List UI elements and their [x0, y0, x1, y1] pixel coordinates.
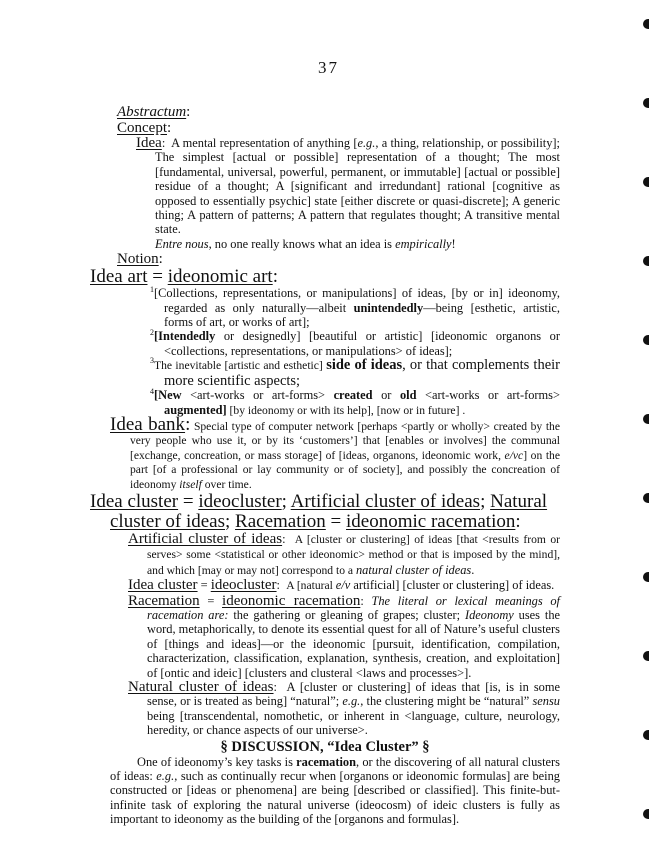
cluster-heading-term: Artificial cluster of ideas	[290, 490, 481, 512]
binder-hole-mark	[643, 177, 649, 187]
glossary-content	[90, 104, 560, 827]
artificial-cluster-term: Artificial cluster of ideas	[128, 530, 283, 547]
idea-bank-def: ] on the part [of a professional or lay community or of society], and possibly the concreation of ideonomy	[130, 448, 560, 491]
artificial-cluster-def-italic: natural cluster of ideas	[355, 562, 472, 577]
entry-idea-bank: Idea bank: Special type of computer network [perhaps <partly or wholly> created by the very people who use it, or by its ‘customers’] that [enables or involves] the communal [exchange, concreation, or mass storage] of [ideas, organons, ideonomic work, e/vc] on the part [of a professional or lay community or of society], and possibly the concreation of ideonomy itself over time.	[110, 413, 560, 491]
page-number: 37	[318, 58, 339, 77]
ideocluster-term: ideocluster	[210, 577, 277, 594]
note-mid: , no one really knows what an idea is	[208, 236, 396, 251]
natural-cluster-def-italic: e.g.	[342, 694, 361, 709]
idea-bank-def: Special type of computer network [perhaps <partly or wholly> created by the very people who use it, or by its ‘customers’] that [enables or involves] the communal [exchange, concreation, or mass storage] of [ideas, organons, ideonomic work,	[130, 419, 560, 462]
sense-bold: old	[399, 388, 417, 403]
idea-art-term: Idea art	[90, 266, 148, 288]
natural-cluster-def: , the clustering might be “natural”	[360, 694, 533, 709]
idea-art-sense-4	[150, 388, 560, 418]
sense-text: <art-works or art-forms>	[181, 388, 334, 403]
concept-term: Concept	[117, 120, 167, 136]
discussion-bold: racemation	[296, 754, 357, 769]
discussion-text-part: One of ideonomy’s key tasks is	[137, 754, 297, 769]
ideonomic-art-term: ideonomic art	[167, 266, 273, 288]
ideonomic-racemation-term: ideonomic racemation	[222, 592, 361, 609]
idea-bank-def-italic: e/vc	[504, 448, 524, 462]
sense-bold: created	[333, 388, 373, 403]
racemation-def-italic: Ideonomy	[464, 607, 514, 622]
racemation-def: the gathering or gleaning of grapes; cluster;	[228, 607, 465, 622]
note-italic-1: Entre nous	[155, 236, 209, 251]
binder-hole-mark	[643, 335, 649, 345]
natural-cluster-def: being [transcendental, nomothetic, or inherent in <language, culture, neurology, heredity, or chance aspects of our universe>.	[147, 708, 560, 738]
cluster-heading-separator: ;	[480, 490, 491, 512]
heading-notion: Notion:	[117, 251, 163, 268]
racemation-term: Racemation	[128, 592, 200, 609]
artificial-cluster-def: A [cluster or clustering] of ideas [that <results from or serves> some <statistical or other ideonomic> method or that is imposed by the mind], and which [may or may not] correspond to a	[147, 532, 561, 577]
binder-hole-mark	[643, 809, 649, 819]
ideocluster-def: artificial] [cluster or clustering] of ideas.	[350, 578, 555, 593]
sense-text: <art-works or art-forms>	[416, 388, 560, 403]
cluster-heading-separator: =	[178, 490, 199, 512]
discussion-italic: e.g.	[156, 769, 175, 784]
sense-bold: [New	[154, 388, 182, 403]
note-end: !	[451, 236, 456, 251]
heading-concept: Concept:	[117, 120, 172, 136]
sense-number: 3	[150, 356, 154, 366]
note-italic-2: empirically	[395, 236, 452, 251]
sense-bold: unintendedly	[353, 300, 424, 315]
sense-bold: augmented]	[164, 402, 227, 417]
idea-bank-term: Idea bank	[110, 413, 186, 435]
ideocluster-def: A [natural	[286, 579, 336, 593]
sense-text: , or that complements their more scientific aspects;	[164, 357, 560, 389]
idea-cluster-term: Idea cluster	[128, 577, 198, 594]
discussion-text-part: , such as continually recur when [organons or ideonomic formulas] are being constructed or [ideas or phenomena] are being [described or classified]. This finite-but-infinite task of exploring the natural universe (ideocosm) of ideic clusters is fully as important to ideonomy as the building of the [organons and formulas].	[110, 769, 560, 827]
sense-bold: side of ideas	[326, 357, 403, 374]
sense-number: 1	[150, 285, 154, 295]
binder-hole-mark	[643, 414, 649, 424]
idea-def-eg: e.g.	[357, 136, 376, 150]
discussion-title: § DISCUSSION, “Idea Cluster” §	[220, 738, 430, 755]
artificial-cluster-def: .	[471, 562, 475, 577]
cluster-heading-separator: ;	[225, 510, 236, 532]
sense-text: or	[372, 388, 400, 403]
ideocluster-def-italic: e/v	[335, 578, 351, 593]
heading-idea-art: Idea art = ideonomic art:	[90, 266, 278, 288]
idea-bank-def-italic: itself	[179, 477, 202, 491]
cluster-heading-term: Natural cluster of ideas	[110, 490, 548, 532]
cluster-heading-term: Racemation	[235, 510, 326, 532]
notion-term: Notion	[117, 251, 159, 268]
sense-text: [Collections, representations, or manipulations] of ideas, [by or in] ideonomy, regarded as only naturally—albeit	[154, 286, 560, 315]
cluster-heading-separator: ;	[281, 490, 291, 512]
discussion-text-part: , or the discovering of all natural clusters of ideas:	[110, 754, 560, 784]
sense-text: —being [esthetic, artistic, forms of art, or works of art];	[164, 300, 561, 330]
entry-artificial-cluster: Artificial cluster of ideas: A [cluster or clustering] of ideas [that <results from or serves> some <statistical or other ideonomic> method or that is imposed by the mind], and which [may or may not] correspond to a natural cluster of ideas.	[128, 530, 561, 577]
entry-idea: Idea: A mental representation of anything [e.g., a thing, relationship, or possibility]; The simplest [actual or possible] representation of a thought; The most [fundamental, universal, powerful, permanent, or immutable] [actual or possible] residue of a thought; A [significant and irredundant] rational [cognitive as opposed to essentially psychic] state [either discrete or quasi-discrete]; A generic thing; A pattern of patterns; A pattern that regulates thought; A transitive mental state.	[136, 135, 560, 237]
natural-cluster-def-italic: sensu	[532, 694, 560, 709]
racemation-def: uses the word, metaphorically, to denote its essential quest for all of Nature’s useful clusters of [things and ideas]—or the ideonomic [pursuit, identification, compilation, characterization, classification, explanation, synthesis, creation, and exploitation] of [ontic and ideic] [clusters and clusteral <laws and processes>].	[147, 607, 561, 680]
binder-hole-mark	[643, 493, 649, 503]
idea-def-b: , a thing, relationship, or possibility]; The simplest [actual or possible] representation of a thought; The most [fundamental, universal, powerful, permanent, or immutable] [actual or possible] residue of a thought; A [significant and irredundant] rational [cognitive as opposed to essentially psychic] state [either discrete or quasi-discrete]; A generic thing; A pattern of patterns; A pattern that regulates thought; A transitive mental state.	[155, 136, 560, 237]
binder-hole-mark	[643, 651, 649, 661]
binder-hole-mark	[643, 572, 649, 582]
binder-hole-mark	[643, 19, 649, 29]
sense-number: 2	[150, 328, 154, 338]
sense-text: or designedly] [beautiful or artistic] [ideonomic organons or <collections, representations, or manipulations> of ideas];	[164, 329, 560, 358]
idea-art-sense-2	[150, 329, 560, 358]
sense-text: The inevitable [artistic and esthetic]	[154, 359, 327, 373]
sense-text: [by ideonomy or with its help], [now or in future] .	[226, 403, 466, 417]
equals: =	[197, 578, 211, 593]
sense-number: 4	[150, 386, 154, 396]
heading-abstractum: Abstractum:	[117, 104, 191, 120]
cluster-heading-separator: =	[325, 510, 347, 532]
binder-hole-mark	[643, 98, 649, 108]
equals: =	[199, 593, 223, 608]
idea-bank-def: over time.	[201, 477, 252, 491]
heading-idea-cluster	[90, 492, 560, 532]
binder-hole-mark	[643, 256, 649, 266]
cluster-heading-term: Idea cluster	[90, 490, 179, 512]
racemation-def-italic: The literal or lexical meanings of racemation are:	[147, 593, 560, 622]
idea-def-a: A mental representation of anything [	[171, 136, 358, 150]
natural-cluster-def: A [cluster or clustering] of ideas that [is, is in some sense, or is treated as being] “natural”;	[147, 680, 561, 709]
sense-bold: [Intendedly	[154, 329, 216, 344]
idea-term: Idea	[136, 135, 162, 151]
entry-natural-cluster: Natural cluster of ideas: A [cluster or clustering] of ideas that [is, is in some sense, or is treated as being] “natural”; e.g., the clustering might be “natural” sensu being [transcendental, nomothetic, or inherent in <language, culture, neurology, heredity, or chance aspects of our universe>.	[128, 679, 561, 738]
natural-cluster-term: Natural cluster of ideas	[128, 679, 274, 695]
cluster-heading-term: ideonomic racemation	[346, 510, 516, 532]
idea-note	[155, 237, 560, 251]
equals: =	[147, 266, 168, 288]
idea-art-sense-3	[150, 358, 560, 388]
discussion-text	[110, 755, 560, 827]
binder-hole-mark	[643, 730, 649, 740]
idea-art-sense-1	[150, 286, 560, 329]
cluster-heading-separator: :	[515, 510, 521, 532]
entry-racemation: Racemation = ideonomic racemation: The literal or lexical meanings of racemation are: the gathering or gleaning of grapes; cluster; Ideonomy uses the word, metaphorically, to denote its essential quest for all of Nature’s useful clusters of [things and ideas]—or the ideonomic [pursuit, identification, compilation, characterization, classification, explanation, synthesis, creation, and exploitation] of [ontic and ideic] [clusters and clusteral <laws and processes>].	[128, 592, 561, 680]
entry-ideocluster: Idea cluster = ideocluster: A [natural e/v artificial] [cluster or clustering] of ideas.	[128, 577, 555, 594]
cluster-heading-term: ideocluster	[198, 490, 282, 512]
abstractum-term: Abstractum	[117, 104, 187, 120]
